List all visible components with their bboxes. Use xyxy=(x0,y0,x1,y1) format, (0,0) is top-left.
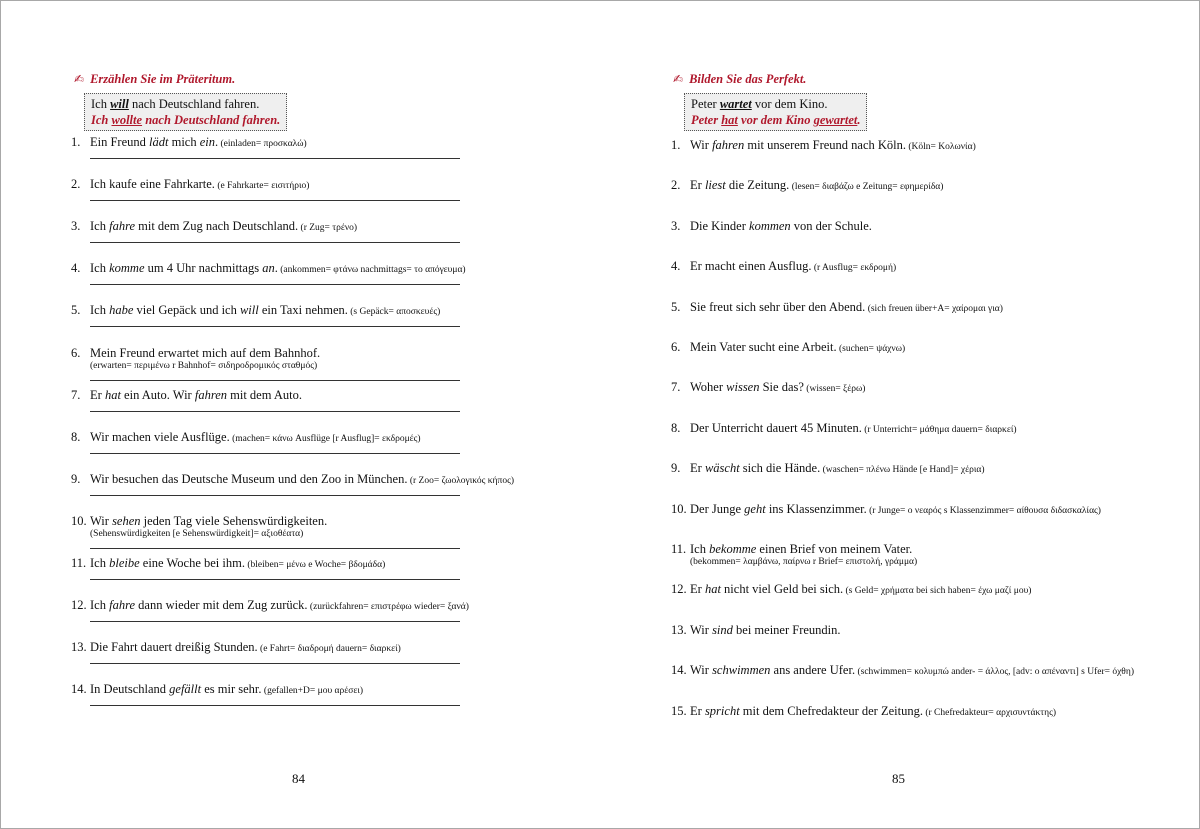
item-text: einen Brief von meinem Vater. xyxy=(756,542,913,556)
item-text: Mein Vater sucht eine Arbeit. xyxy=(690,340,837,354)
example-keyword: will xyxy=(110,97,129,111)
example-box xyxy=(84,93,287,131)
item-number: 5. xyxy=(671,299,681,314)
example-box xyxy=(684,93,867,131)
item-number: 10. xyxy=(71,513,87,528)
exercise-item xyxy=(671,339,905,357)
item-text: fahren xyxy=(194,387,228,402)
item-gloss: (Köln= Κολωνία) xyxy=(906,142,976,152)
exercise-item xyxy=(671,541,912,557)
item-text: komme xyxy=(109,261,145,276)
item-gloss: (waschen= πλένω Hände [e Hand]= χέρια) xyxy=(820,465,985,476)
page-right xyxy=(600,0,1200,829)
item-text: ein xyxy=(199,135,216,149)
example-answer: Peter hat vor dem Kino gewartet. xyxy=(691,113,861,127)
item-text: Wir besuchen das Deutsche Museum und den Zoo in München. xyxy=(90,471,408,486)
item-text: Wir xyxy=(690,663,713,678)
item-text: mit dem Zug nach Deutschland. xyxy=(135,219,299,234)
exercise-item xyxy=(71,429,421,447)
example-question: Peter wartet vor dem Kino. xyxy=(691,97,828,111)
item-gloss: (wissen= ξέρω) xyxy=(803,384,866,395)
item-text: In Deutschland xyxy=(90,682,170,697)
exercise-item xyxy=(671,420,1017,438)
item-gloss: (r Chefredakteur= αρχισυντάκτης) xyxy=(922,707,1056,718)
answer-line[interactable] xyxy=(90,242,460,243)
item-number: 5. xyxy=(71,303,81,318)
item-text: mit dem Auto. xyxy=(227,387,303,402)
exercise-item xyxy=(71,134,307,152)
item-gloss: (machen= κάνω Ausflüge [r Ausflug]= εκδρομές) xyxy=(229,433,421,444)
item-text: die Zeitung. xyxy=(725,178,790,193)
item-text: wissen xyxy=(726,380,760,395)
item-text: Wir xyxy=(690,138,713,152)
item-text: geht xyxy=(744,501,766,516)
item-number: 12. xyxy=(71,598,87,613)
item-text: von der Schule. xyxy=(790,218,872,233)
item-text: Ein Freund xyxy=(90,135,150,149)
item-number: 11. xyxy=(71,556,87,570)
exercise-item xyxy=(71,387,302,403)
item-text: sehen xyxy=(112,513,141,528)
item-text: Die Kinder xyxy=(690,218,750,233)
item-gloss: (Sehenswürdigkeiten [e Sehenswürdigkeit]= αξιοθέατα) xyxy=(90,528,304,539)
item-gloss: (s Gepäck= αποσκευές) xyxy=(347,307,441,318)
item-gloss: (schwimmen= κολυμπώ ander- = άλλος, [adv: ο απέναντι] s Ufer= όχθη) xyxy=(855,667,1134,678)
item-text: gefällt xyxy=(169,682,202,697)
exercise-item xyxy=(671,218,872,234)
answer-line[interactable] xyxy=(90,284,460,285)
item-number: 3. xyxy=(71,219,81,234)
item-gloss: (lesen= διαβάζω e Zeitung= εφημερίδα) xyxy=(789,182,944,193)
item-number: 7. xyxy=(71,387,81,402)
item-gloss: (r Unterricht= μάθημα dauern= διαρκεί) xyxy=(861,424,1017,435)
item-number: 4. xyxy=(671,259,681,274)
item-text: ans andere Ufer. xyxy=(770,663,856,678)
item-number: 3. xyxy=(671,218,681,233)
exercise-item xyxy=(671,662,1134,680)
example-answer: Ich wollte nach Deutschland fahren. xyxy=(91,113,281,127)
answer-line[interactable] xyxy=(90,705,460,706)
item-text: Er xyxy=(90,387,105,402)
item-text: sind xyxy=(712,622,733,637)
exercise-item xyxy=(71,597,469,615)
item-text: Die Fahrt dauert dreißig Stunden. xyxy=(90,640,258,655)
item-text: an xyxy=(262,261,275,276)
item-text: wäscht xyxy=(704,461,740,476)
item-text: Mein Freund erwartet mich auf dem Bahnhof. xyxy=(90,345,321,360)
item-number: 13. xyxy=(71,640,87,655)
page-number: 85 xyxy=(892,771,905,786)
answer-line[interactable] xyxy=(90,579,460,580)
item-gloss: (r Junge= ο νεαρός s Klassenzimmer= αίθουσα διδασκαλίας) xyxy=(866,505,1101,516)
exercise-item xyxy=(71,302,440,320)
item-gloss: (ankommen= φτάνω nachmittags= το απόγευμα) xyxy=(277,265,466,276)
exercise-item xyxy=(671,501,1101,519)
item-gloss: (r Ausflug= εκδρομή) xyxy=(811,263,897,274)
answer-line[interactable] xyxy=(90,326,460,327)
item-gloss: (e Fahrt= διαδρομή dauern= διαρκεί) xyxy=(257,644,401,655)
item-text: ein Auto. Wir xyxy=(120,387,195,402)
item-number: 8. xyxy=(671,420,681,435)
item-text: eine Woche bei ihm. xyxy=(139,556,245,570)
item-text: es mir sehr. xyxy=(201,682,262,697)
item-gloss: (gefallen+D= μου αρέσει) xyxy=(261,686,364,697)
item-text: Ich kaufe eine Fahrkarte. xyxy=(90,177,215,192)
item-text: Sie das? xyxy=(759,380,804,395)
item-text: Ich xyxy=(90,598,110,613)
item-text: bekomme xyxy=(709,542,757,556)
item-number: 6. xyxy=(671,340,681,354)
item-number: 9. xyxy=(71,471,81,486)
item-text: um 4 Uhr nachmittags xyxy=(144,261,263,276)
item-number: 9. xyxy=(671,461,681,476)
item-text: Der Junge xyxy=(690,501,745,516)
item-gloss: (r Zoo= ζωολογικός κήπος) xyxy=(407,475,514,486)
exercise-item xyxy=(71,345,320,361)
pen-icon: ✍ xyxy=(673,72,684,86)
item-text: sich die Hände. xyxy=(739,461,821,476)
answer-line[interactable] xyxy=(90,411,460,412)
item-text: liest xyxy=(704,178,726,193)
item-number: 4. xyxy=(71,261,81,276)
exercise-item xyxy=(71,176,309,194)
item-number: 2. xyxy=(71,177,81,192)
item-text: Er xyxy=(690,703,705,718)
exercise-item xyxy=(71,471,514,489)
item-text: habe xyxy=(109,303,134,318)
item-text: bleibe xyxy=(109,556,140,570)
item-text: dann wieder mit dem Zug zurück. xyxy=(135,598,308,613)
item-number: 7. xyxy=(671,380,681,395)
item-text: hat xyxy=(104,387,121,402)
item-text: spricht xyxy=(704,703,740,718)
exercise-item xyxy=(671,460,985,478)
item-text: will xyxy=(239,303,259,318)
item-text: Er xyxy=(690,582,705,597)
exercise-item xyxy=(71,218,357,236)
item-text: Er xyxy=(690,461,705,476)
item-text: hat xyxy=(704,582,721,597)
item-gloss: (sich freuen über+A= χαίρομαι για) xyxy=(865,303,1003,314)
exercise-item xyxy=(71,260,466,278)
item-gloss: (e Fahrkarte= εισιτήριο) xyxy=(214,181,310,192)
exercise-item xyxy=(71,639,401,657)
item-gloss: (zurückfahren= επιστρέφω wieder= ξανά) xyxy=(307,602,469,613)
answer-line[interactable] xyxy=(90,495,460,496)
exercise-item xyxy=(671,622,841,638)
item-text: jeden Tag viele Sehenswürdigkeiten. xyxy=(140,513,328,528)
item-gloss: (erwarten= περιμένω r Bahnhof= σιδηροδρομικός σταθμός) xyxy=(90,360,318,371)
example-question: Ich will nach Deutschland fahren. xyxy=(91,97,260,111)
item-text: ins Klassenzimmer. xyxy=(765,501,867,516)
item-number: 6. xyxy=(71,345,81,360)
item-number: 10. xyxy=(671,501,687,516)
item-text: Sie freut sich sehr über den Abend. xyxy=(690,299,866,314)
item-gloss: (r Zug= τρένο) xyxy=(298,223,358,234)
answer-line[interactable] xyxy=(90,200,460,201)
item-gloss: (suchen= ψάχνω) xyxy=(836,344,906,354)
item-number: 1. xyxy=(671,138,681,152)
item-text: schwimmen xyxy=(712,663,771,678)
item-text: nicht viel Geld bei sich. xyxy=(720,582,844,597)
item-text: Ich xyxy=(90,556,110,570)
item-text: bei meiner Freundin. xyxy=(732,622,841,637)
answer-line[interactable] xyxy=(90,663,460,664)
item-text: viel Gepäck und ich xyxy=(133,303,240,318)
item-text: Der Unterricht dauert 45 Minuten. xyxy=(690,420,862,435)
item-text: . xyxy=(274,261,278,276)
pen-icon: ✍ xyxy=(74,72,85,86)
answer-line[interactable] xyxy=(90,380,460,381)
item-text: ein Taxi nehmen. xyxy=(258,303,348,318)
item-text: Wir xyxy=(90,513,113,528)
item-gloss: (bleiben= μένω e Woche= βδομάδα) xyxy=(244,560,386,570)
item-text: fahren xyxy=(712,138,745,152)
page-number: 84 xyxy=(292,771,305,786)
answer-line[interactable] xyxy=(90,158,460,159)
exercise-item xyxy=(671,137,976,155)
exercise-item xyxy=(671,177,943,195)
item-number: 12. xyxy=(671,582,687,597)
item-number: 15. xyxy=(671,703,687,718)
item-number: 13. xyxy=(671,622,687,637)
heading-text: Bilden Sie das Perfekt. xyxy=(689,72,807,86)
exercise-item xyxy=(671,581,1031,599)
item-text: Ich xyxy=(690,542,710,556)
item-text: Ich xyxy=(90,303,110,318)
item-text: Er xyxy=(690,178,705,193)
item-text: fahre xyxy=(109,598,136,613)
answer-line[interactable] xyxy=(90,621,460,622)
item-text: Er macht einen Ausflug. xyxy=(690,259,812,274)
heading-text: Erzählen Sie im Präteritum. xyxy=(90,72,236,86)
item-number: 14. xyxy=(71,682,87,697)
item-text: Wir machen viele Ausflüge. xyxy=(90,429,230,444)
item-text: Ich xyxy=(90,219,110,234)
item-gloss: (s Geld= χρήματα bei sich haben= έχω μαζί μου) xyxy=(843,586,1032,597)
item-text: fahre xyxy=(109,219,136,234)
answer-line[interactable] xyxy=(90,453,460,454)
item-text: . xyxy=(215,135,219,149)
item-number: 8. xyxy=(71,429,81,444)
exercise-heading xyxy=(673,72,806,87)
exercise-item xyxy=(671,258,896,276)
exercise-item xyxy=(71,555,385,573)
exercise-item xyxy=(71,681,363,699)
exercise-heading xyxy=(74,72,235,87)
item-number: 1. xyxy=(71,135,81,149)
item-text: Ich xyxy=(90,261,110,276)
item-text: kommen xyxy=(749,218,791,233)
exercise-item xyxy=(671,299,1003,317)
item-gloss: (einladen= προσκαλώ) xyxy=(218,139,307,149)
item-text: mich xyxy=(168,135,200,149)
example-keyword: wartet xyxy=(719,97,752,111)
item-number: 11. xyxy=(671,542,687,556)
item-text: Woher xyxy=(690,380,727,395)
item-text: mit unserem Freund nach Köln. xyxy=(744,138,907,152)
item-text: mit dem Chefredakteur der Zeitung. xyxy=(739,703,923,718)
answer-line[interactable] xyxy=(90,548,460,549)
item-number: 14. xyxy=(671,663,687,678)
item-gloss: (bekommen= λαμβάνω, παίρνω r Brief= επιστολή, γράμμα) xyxy=(690,557,918,567)
item-text: Wir xyxy=(690,622,713,637)
item-number: 2. xyxy=(671,178,681,193)
item-text: lädt xyxy=(149,135,169,149)
exercise-item xyxy=(671,703,1056,721)
exercise-item xyxy=(71,513,327,529)
exercise-item xyxy=(671,379,865,397)
